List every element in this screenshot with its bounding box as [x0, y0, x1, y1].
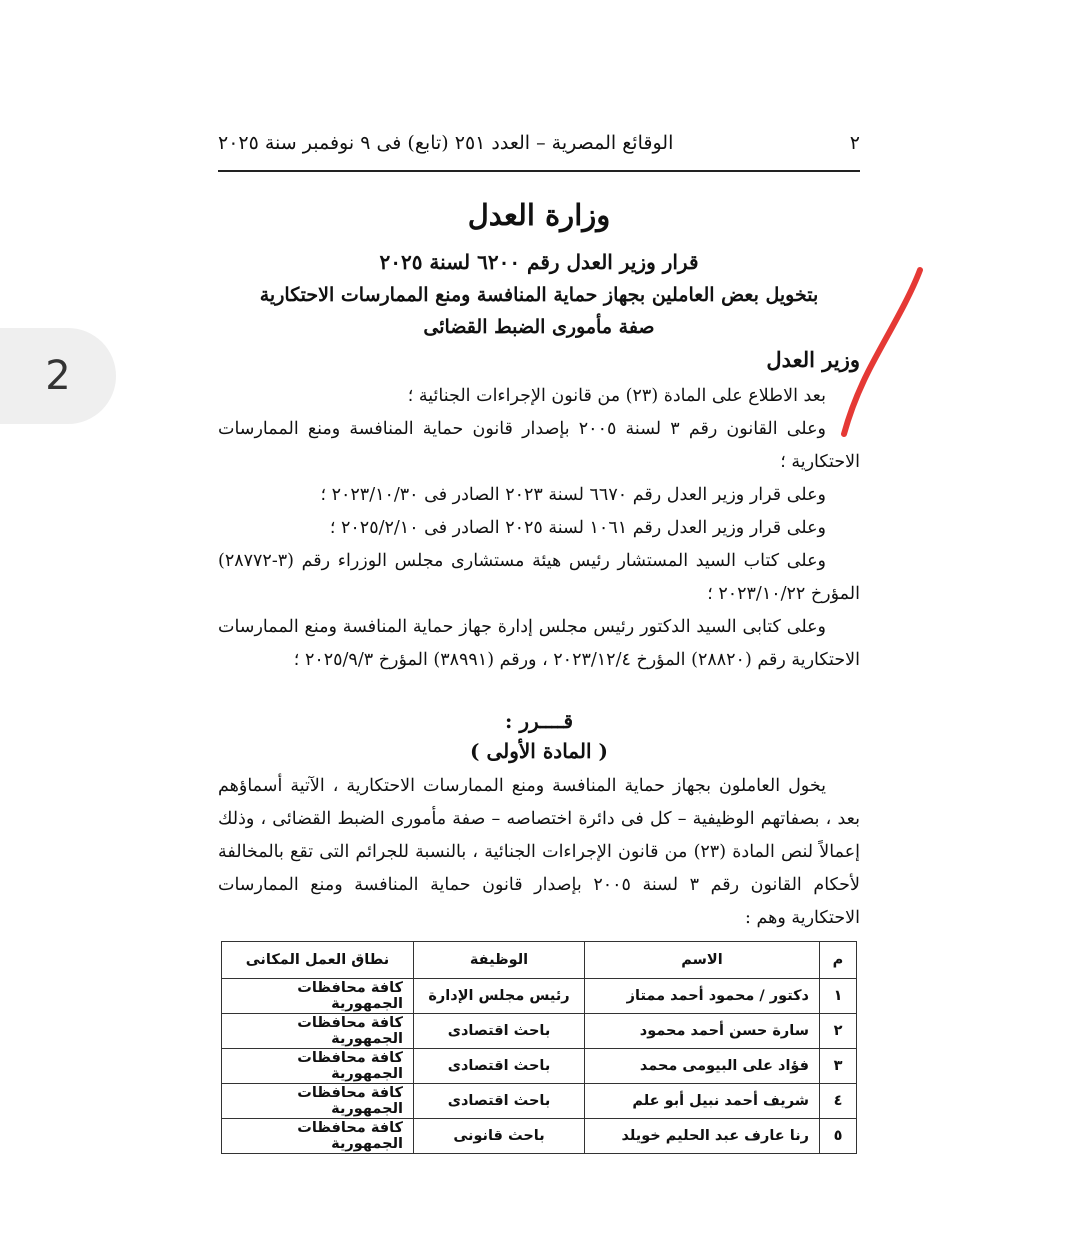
- table-row: [222, 1014, 857, 1049]
- preamble: [218, 380, 860, 677]
- row-scope: كافة محافظات الجمهورية: [222, 1084, 414, 1119]
- preamble-clause: وعلى القانون رقم ٣ لسنة ٢٠٠٥ بإصدار قانون حماية المنافسة ومنع الممارسات الاحتكارية ؛: [218, 419, 860, 472]
- header-page-number: ٢: [849, 132, 860, 154]
- preamble-clause: بعد الاطلاع على المادة (٢٣) من قانون الإجراءات الجنائية ؛: [407, 386, 826, 406]
- article-one-title: ( المادة الأولى ): [470, 739, 608, 763]
- ministry-title: وزارة العدل: [467, 198, 611, 232]
- preamble-clause: وعلى كتابى السيد الدكتور رئيس مجلس إدارة جهاز حماية المنافسة ومنع الممارسات الاحتكارية رقم (٢٨٨٢٠) المؤرخ ٢٠٢٣/١٢/٤ ، ورقم (٣٨٩٩١) المؤرخ ٢٠٢٥/٩/٣ ؛: [218, 617, 860, 670]
- row-name: فؤاد على البيومى محمد: [585, 1049, 820, 1084]
- row-num: ٣: [820, 1049, 857, 1084]
- table-row: [222, 1084, 857, 1119]
- column-header-num: م: [820, 942, 857, 979]
- decree-subtitle-line2: صفة مأمورى الضبط القضائى: [423, 316, 655, 338]
- minister-heading: وزير العدل: [766, 347, 860, 372]
- row-name: رنا عارف عبد الحليم خويلد: [585, 1119, 820, 1154]
- column-header-name: الاسم: [585, 942, 820, 979]
- page-number-badge[interactable]: [0, 328, 116, 424]
- column-header-job: الوظيفة: [414, 942, 585, 979]
- page-number-badge-label: 2: [45, 353, 71, 399]
- table-row: [222, 1119, 857, 1154]
- row-name: دكتور / محمود أحمد ممتاز: [585, 979, 820, 1014]
- row-scope: كافة محافظات الجمهورية: [222, 1049, 414, 1084]
- column-header-scope: نطاق العمل المكانى: [222, 942, 414, 979]
- row-name: شريف أحمد نبيل أبو علم: [585, 1084, 820, 1119]
- header-publication: الوقائع المصرية – العدد ٢٥١ (تابع) فى ٩ نوفمبر سنة ٢٠٢٥: [218, 132, 674, 154]
- decided-heading: قــــرر :: [504, 709, 574, 733]
- article-one-body: [218, 770, 860, 935]
- row-job: باحث اقتصادى: [414, 1014, 585, 1049]
- decree-title: قرار وزير العدل رقم ٦٢٠٠ لسنة ٢٠٢٥: [379, 250, 699, 274]
- table-row: [222, 1049, 857, 1084]
- decree-subtitle-line1: بتخويل بعض العاملين بجهاز حماية المنافسة ومنع الممارسات الاحتكارية: [259, 284, 819, 306]
- row-job: باحث قانونى: [414, 1119, 585, 1154]
- preamble-clause: وعلى قرار وزير العدل رقم ٦٦٧٠ لسنة ٢٠٢٣ الصادر فى ٢٠٢٣/١٠/٣٠ ؛: [320, 485, 826, 505]
- table-header-row: [222, 942, 857, 979]
- row-name: سارة حسن أحمد محمود: [585, 1014, 820, 1049]
- row-num: ١: [820, 979, 857, 1014]
- row-job: رئيس مجلس الإدارة: [414, 979, 585, 1014]
- staff-table: [221, 941, 857, 1154]
- row-job: باحث اقتصادى: [414, 1084, 585, 1119]
- row-scope: كافة محافظات الجمهورية: [222, 979, 414, 1014]
- row-num: ٥: [820, 1119, 857, 1154]
- row-scope: كافة محافظات الجمهورية: [222, 1119, 414, 1154]
- row-num: ٤: [820, 1084, 857, 1119]
- page-header: [218, 128, 860, 158]
- red-annotation-mark: [828, 262, 948, 442]
- article-one-text: يخول العاملون بجهاز حماية المنافسة ومنع الممارسات الاحتكارية ، الآتية أسماؤهم بعد ، بصفاتهم الوظيفية – كل فى دائرة اختصاصه – صفة مأمورى الضبط القضائى ، وذلك إعمالاً لنص المادة (٢٣) من قانون الإجراءات الجنائية ، بالنسبة للجرائم التى تقع بالمخالفة لأحكام القانون رقم ٣ لسنة ٢٠٠٥ بإصدار قانون حماية المنافسة ومنع الممارسات الاحتكارية وهم :: [218, 776, 861, 928]
- header-divider: [218, 170, 860, 172]
- preamble-clause: وعلى قرار وزير العدل رقم ١٠٦١ لسنة ٢٠٢٥ الصادر فى ٢٠٢٥/٢/١٠ ؛: [329, 518, 826, 538]
- row-job: باحث اقتصادى: [414, 1049, 585, 1084]
- row-scope: كافة محافظات الجمهورية: [222, 1014, 414, 1049]
- row-num: ٢: [820, 1014, 857, 1049]
- preamble-clause: وعلى كتاب السيد المستشار رئيس هيئة مستشارى مجلس الوزراء رقم (٣-٢٨٧٧٢) المؤرخ ٢٠٢٣/١٠/٢٢ ؛: [218, 551, 860, 604]
- table-row: [222, 979, 857, 1014]
